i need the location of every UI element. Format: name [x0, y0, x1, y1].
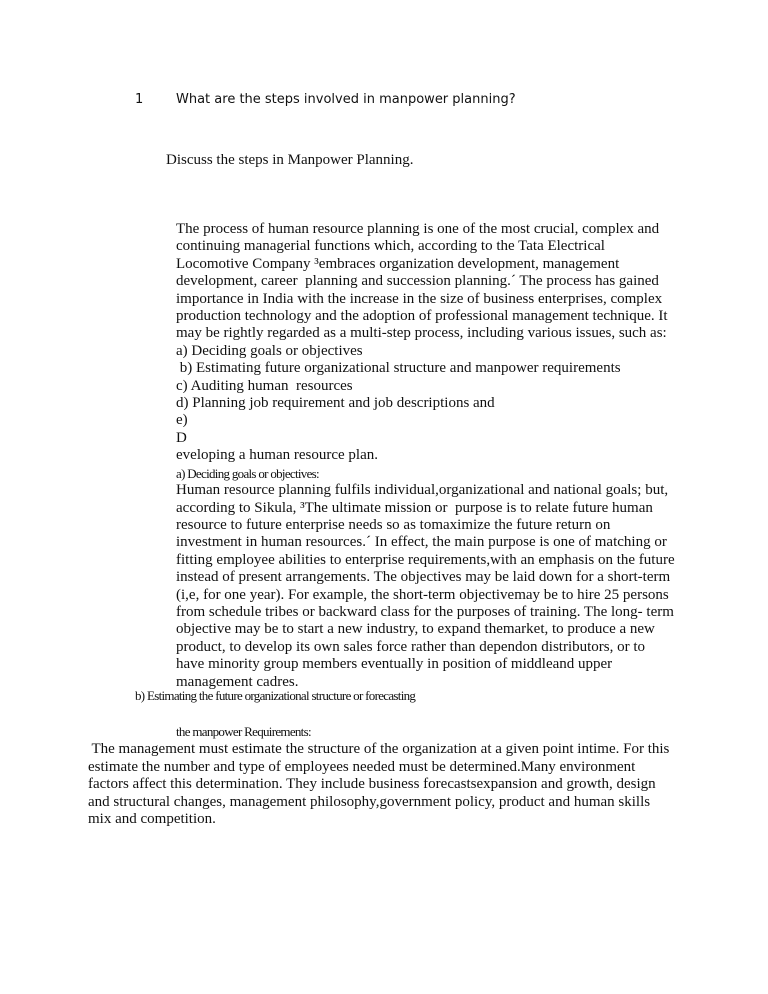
body-line: Locomotive Company ³embraces organization development, management	[176, 255, 620, 272]
section-a-line: instead of present arrangements. The objectives may be laid down for a short-term	[176, 569, 671, 586]
section-b-line: The management must estimate the structure of the organization at a given point intime. For this	[88, 741, 670, 757]
body-line: continuing managerial functions which, according to the Tata Electrical	[176, 238, 605, 255]
list-item: e)	[176, 412, 188, 429]
body-line: importance in India with the increase in the size of business enterprises, complex	[176, 290, 663, 307]
body-line: development, career planning and succession planning.´ The process has gained	[176, 273, 659, 290]
section-a-line: Human resource planning fulfils individual,organizational and national goals; but,	[176, 482, 669, 499]
section-a-line: investment in human resources.´ In effect, the main purpose is one of matching or	[176, 534, 667, 551]
list-item: b) Estimating future organizational structure and manpower requirements	[176, 360, 621, 377]
body-line: production technology and the adoption of professional management technique. It	[176, 308, 668, 325]
list-item: D	[176, 429, 187, 446]
section-b-text	[88, 741, 669, 829]
list-item: d) Planning job requirement and job descriptions and	[176, 395, 495, 412]
list-item: a) Deciding goals or objectives	[176, 342, 363, 359]
body-text	[176, 221, 675, 691]
list-item: c) Auditing human resources	[176, 377, 353, 394]
section-a-heading: a) Deciding goals or objectives:	[176, 465, 319, 481]
body-line: may be rightly regarded as a multi-step process, including various issues, such as:	[176, 325, 667, 342]
section-a-line: resource to future enterprise needs so as tomaximize the future return on	[176, 516, 611, 533]
section-b-subheading: the manpower Requirements:	[176, 724, 311, 739]
question-number: 1	[135, 92, 144, 107]
section-a-line: fitting employee abilities to enterprise requirements,with an emphasis on the future	[176, 551, 675, 568]
section-b-line: mix and competition.	[88, 811, 216, 828]
section-b-heading: b) Estimating the future organizational structure or forecasting	[135, 688, 416, 703]
section-b-line: and structural changes, management philosophy,government policy, product and human skills	[88, 793, 651, 810]
section-a-line: from schedule tribes or backward class for the purposes of training. The long- term	[176, 603, 674, 620]
body-line: The process of human resource planning is one of the most crucial, complex and	[176, 221, 660, 237]
list-item: eveloping a human resource plan.	[176, 447, 379, 464]
subtitle: Discuss the steps in Manpower Planning.	[166, 152, 414, 168]
section-b-line: estimate the number and type of employees needed must be determined.Many environment	[88, 758, 636, 775]
section-a-line: according to Sikula, ³The ultimate mission or purpose is to relate future human	[176, 499, 653, 516]
section-a-line: product, to develop its own sales force rather than dependon distributors, or to	[176, 638, 646, 655]
section-a-line: (i,e, for one year). For example, the short-term objectivemay be to hire 25 persons	[176, 586, 669, 603]
section-a-line: have minority group members eventually in position of middleand upper	[176, 656, 613, 673]
section-b-line: factors affect this determination. They include business forecastsexpansion and growth, design	[88, 776, 656, 793]
section-a-line: objective may be to start a new industry, to expand themarket, to produce a new	[176, 621, 655, 638]
question-title: What are the steps involved in manpower planning?	[176, 92, 516, 107]
section-a-line: management cadres.	[176, 673, 299, 690]
